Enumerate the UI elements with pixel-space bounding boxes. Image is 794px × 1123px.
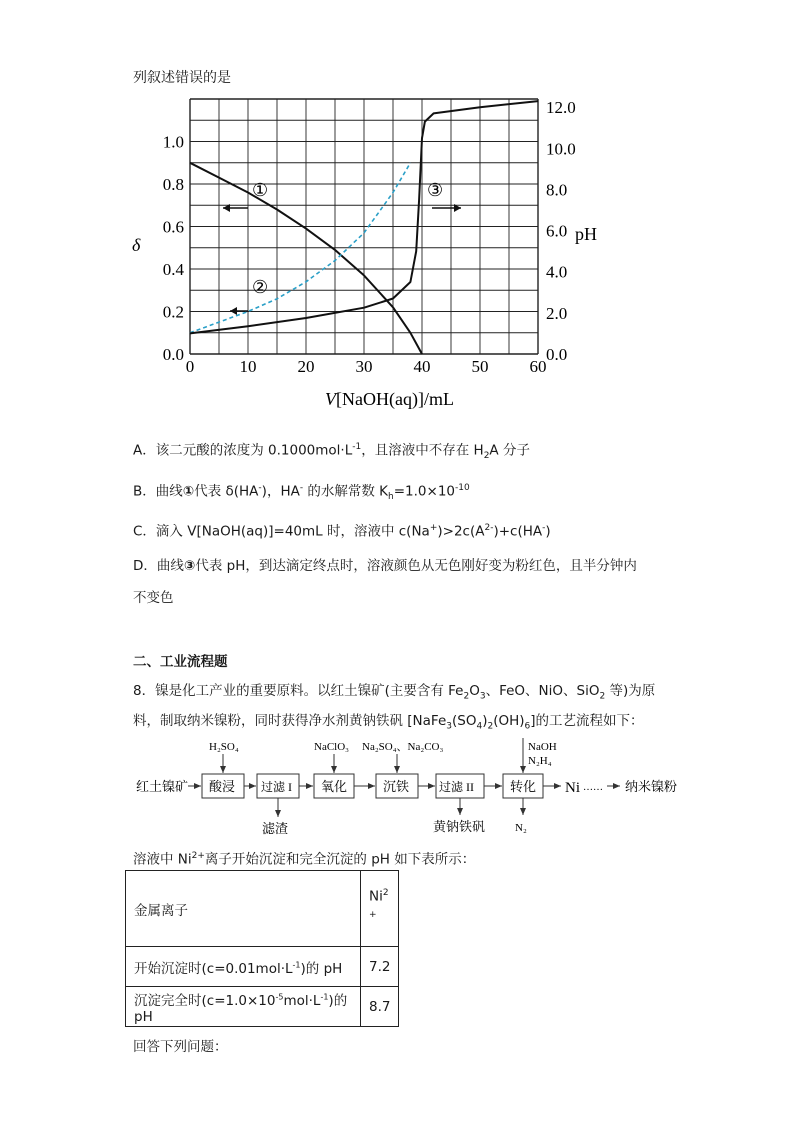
- option-d-circle: ③: [183, 558, 196, 574]
- flow-ni: Ni: [565, 780, 580, 796]
- titration-chart: [120, 95, 620, 415]
- right-tick-label: 6.0: [546, 221, 568, 241]
- table-row: [126, 987, 399, 1027]
- option-b-mid: 代表 δ(HA: [194, 483, 259, 500]
- q8-s4: 6: [524, 721, 531, 732]
- intro-text: 列叙述错误的是: [133, 70, 231, 86]
- q8-line1-end: 等)为原: [605, 683, 656, 699]
- right-tick-label: 4.0: [546, 262, 568, 282]
- precipitation-table: [125, 870, 399, 1027]
- table-header-ni-a: Ni: [369, 888, 383, 905]
- x-tick-label: 60: [529, 357, 547, 376]
- option-c: [133, 518, 551, 542]
- q8-s2: 4: [476, 721, 483, 732]
- right-axis-label: pH: [575, 224, 597, 244]
- table-intro: [133, 846, 475, 870]
- q8-l2c: ): [482, 713, 488, 729]
- option-b-sup2: -: [299, 483, 304, 493]
- option-a: [133, 437, 530, 466]
- curve-3-label: ③: [427, 180, 444, 200]
- arrow-left-2: [230, 307, 248, 315]
- table-intro-pre: 溶液中 Ni: [133, 851, 192, 868]
- q8-s1: 3: [446, 721, 452, 732]
- table-r1-pre: 开始沉淀时(c=0.01mol·L: [134, 960, 293, 977]
- flow-step-4: 沉铁: [383, 779, 410, 794]
- right-tick-label: 8.0: [546, 180, 568, 200]
- table-r2-post: )的 pH: [134, 992, 348, 1025]
- option-c-text: C．滴入 V[NaOH(aq)]=40mL 时，溶液中 c(Na: [133, 523, 430, 540]
- right-tick-label: 12.0: [546, 98, 576, 118]
- left-axis-label: δ: [132, 235, 141, 255]
- option-a-sub: 2: [483, 451, 490, 462]
- flow-dots: ……: [583, 782, 603, 793]
- q8-line2: [133, 711, 644, 737]
- option-b-sup3: -10: [455, 483, 470, 493]
- curve-2-label: ②: [252, 277, 269, 297]
- reagent-naoh: NaOH: [528, 741, 557, 753]
- q8-sub1: 2: [463, 691, 470, 702]
- option-a-tail: A 分子: [489, 442, 530, 459]
- table-row-2-label: [126, 987, 361, 1027]
- option-c-mid2: )+c(HA: [493, 523, 543, 540]
- q8-l2d: (OH): [493, 713, 525, 729]
- x-tick-label: 40: [413, 357, 431, 376]
- flow-step-6: 转化: [510, 779, 537, 794]
- q8-sub3: 2: [599, 691, 606, 702]
- table-intro-post: 离子开始沉淀和完全沉淀的 pH 如下表所示：: [204, 851, 476, 868]
- option-d-line2: 不变色: [133, 590, 174, 606]
- x-axis-label: [325, 389, 454, 410]
- left-tick-label: 0.0: [162, 345, 184, 364]
- answer-prompt: 回答下列问题：: [133, 1039, 228, 1055]
- table-r2-mid: mol·L: [283, 992, 321, 1009]
- table-header-row: [126, 871, 399, 947]
- option-b-mid4: =1.0×10: [393, 483, 456, 500]
- chart-grid: [190, 99, 538, 354]
- flow-final: 纳米镍粉: [625, 779, 678, 794]
- left-tick-label: 0.6: [162, 217, 184, 237]
- table-row-1-value: 7.2: [361, 947, 399, 987]
- left-tick-label: 0.2: [162, 302, 184, 322]
- q8-l2b: (SO: [452, 713, 477, 729]
- curve-1-label: ①: [252, 180, 269, 200]
- reagent-sodium: Na₂SO₄、Na₂CO₃: [362, 741, 444, 753]
- byproduct-residue: 滤渣: [262, 821, 289, 836]
- table-row-1-label: [126, 947, 361, 987]
- flow-step-2: 过滤 I: [261, 780, 292, 794]
- q8-line1-post: 、FeO、NiO、SiO: [485, 683, 600, 699]
- table-r2-sup1: -5: [275, 992, 284, 1001]
- reagent-h2so4: H₂SO₄: [209, 741, 239, 753]
- right-tick-label: 10.0: [546, 139, 576, 159]
- option-b: [133, 478, 470, 507]
- reagent-n2h4: N₂H₄: [528, 755, 552, 767]
- section-title: 二、工业流程题: [133, 654, 228, 670]
- option-a-text: A．该二元酸的浓度为 0.1000mol·L: [133, 442, 353, 459]
- left-tick-label: 0.4: [162, 260, 184, 279]
- table-r1-sup: -1: [292, 960, 301, 969]
- x-tick-label: 10: [239, 357, 257, 376]
- reagent-oxidizer: NaClO₃: [314, 741, 349, 753]
- table-header-ion: 金属离子: [126, 871, 361, 947]
- q8-line2-pre: 料，制取纳米镍粉，同时获得净水剂黄钠铁矾 [NaFe: [133, 713, 447, 729]
- q8-line1-pre: 8．镍是化工产业的重要原料。以红土镍矿(主要含有 Fe: [133, 683, 464, 699]
- option-d-text: D．曲线: [133, 558, 184, 574]
- q8-s3: 2: [487, 721, 494, 732]
- x-tick-label: 0: [185, 357, 195, 376]
- x-tick-label: 50: [471, 357, 489, 376]
- q8-sub2: 3: [479, 691, 486, 702]
- q8-line2-post: ]的工艺流程如下：: [530, 713, 644, 729]
- option-c-sup3: -: [542, 523, 546, 533]
- process-flow-diagram: [130, 736, 690, 840]
- table-header-ni-c: +: [369, 909, 377, 920]
- option-b-mid3: 的水解常数 K: [303, 483, 389, 500]
- x-axis-label-var: V: [325, 389, 336, 409]
- table-r1-post: )的 pH: [300, 960, 343, 977]
- table-r2-pre: 沉淀完全时(c=1.0×10: [134, 992, 276, 1009]
- option-b-circle: ①: [182, 483, 195, 500]
- flow-step-3: 氧化: [321, 779, 348, 794]
- option-d: [133, 556, 637, 576]
- flow-step-1: 酸浸: [209, 779, 236, 794]
- table-row-2-value: 8.7: [361, 987, 399, 1027]
- q8-line1: [133, 681, 655, 707]
- flow-step-5: 过滤 II: [439, 780, 474, 794]
- table-header-ni: [361, 871, 399, 947]
- option-c-mid: )>2c(A: [437, 523, 485, 540]
- option-a-sup: -1: [352, 442, 362, 452]
- byproduct-n2: N₂: [515, 822, 527, 834]
- x-tick-label: 30: [355, 357, 373, 376]
- flow-start: 红土镍矿: [136, 779, 189, 794]
- option-c-tail: ): [545, 523, 551, 540]
- option-b-sub: h: [388, 492, 394, 503]
- option-d-text2: 代表 pH，到达滴定终点时，溶液颜色从无色刚好变为粉红色，且半分钟内: [195, 558, 637, 574]
- byproduct-jarosite: 黄钠铁矾: [433, 819, 486, 834]
- option-b-text: B．曲线: [133, 483, 183, 500]
- x-tick-label: 20: [297, 357, 315, 376]
- table-header-ni-b: 2: [382, 888, 389, 898]
- right-tick-label: 2.0: [546, 303, 568, 323]
- option-c-sup1: +: [429, 523, 438, 533]
- q8-o: O: [469, 683, 480, 699]
- option-b-sup1: -: [258, 483, 262, 493]
- x-axis-label-rest: [NaOH(aq)]/mL: [336, 389, 454, 409]
- table-r2-sup2: -1: [320, 992, 329, 1001]
- left-tick-label: 0.8: [162, 175, 184, 194]
- option-c-sup2: 2-: [484, 523, 494, 533]
- right-tick-label: 0.0: [546, 345, 568, 364]
- table-intro-sup: 2+: [191, 851, 205, 861]
- left-tick-label: 1.0: [162, 132, 184, 152]
- option-b-mid2: )，HA: [261, 483, 300, 500]
- option-a-text2: ，且溶液中不存在 H: [361, 442, 484, 459]
- table-row: [126, 947, 399, 987]
